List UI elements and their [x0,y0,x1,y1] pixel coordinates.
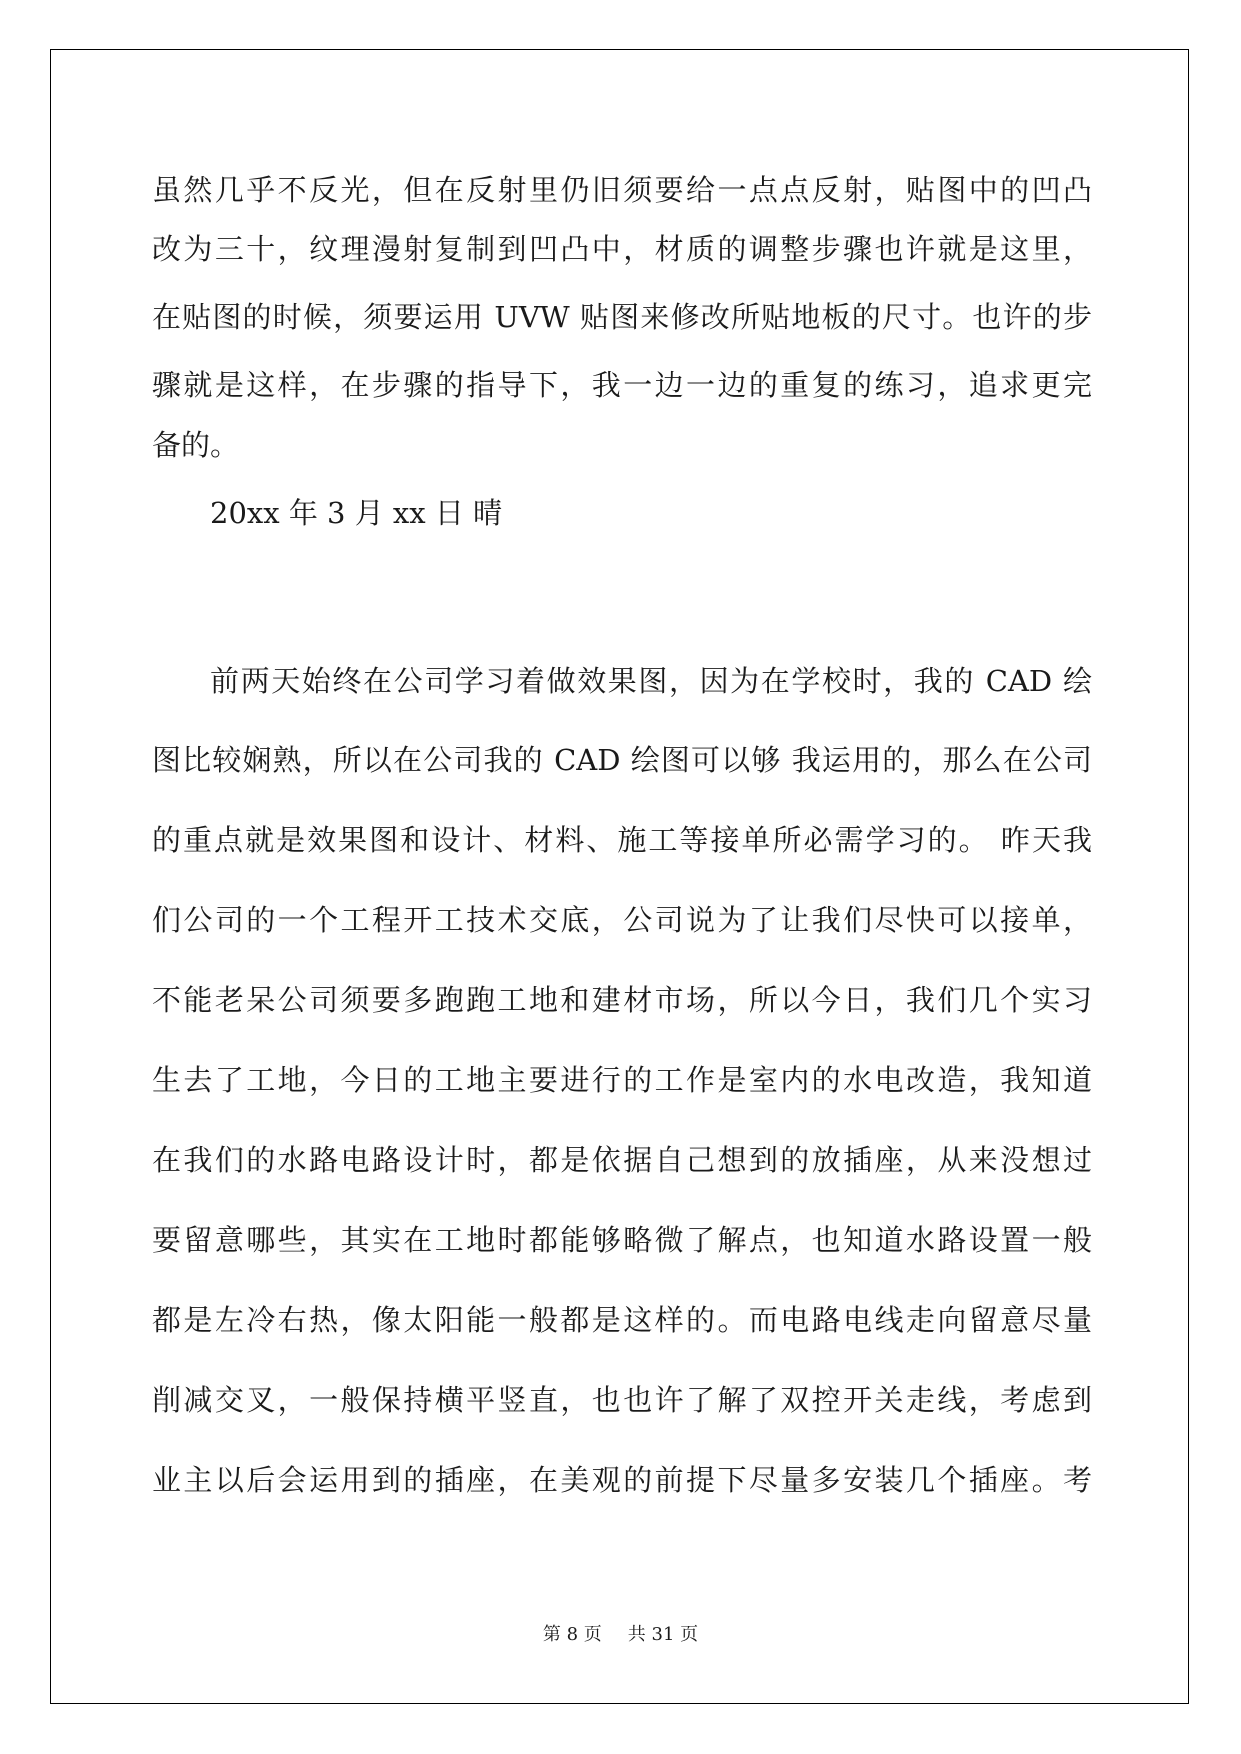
paragraph-line: 们公司的一个工程开工技术交底，公司说为了让我们尽快可以接单， [152,903,1092,937]
page-number: 第 8 页 [542,1624,602,1645]
paragraph-line: 备的。 [152,428,240,462]
paragraph-line: 都是左冷右热，像太阳能一般都是这样的。而电路电线走向留意尽量 [152,1303,1092,1337]
paragraph-line: 不能老呆公司须要多跑跑工地和建材市场，所以今日，我们几个实习 [152,983,1092,1017]
paragraph-line: 骤就是这样，在步骤的指导下，我一边一边的重复的练习，追求更完 [152,368,1092,402]
date-heading: 20xx 年 3 月 xx 日 晴 [210,496,503,530]
paragraph-line: 生去了工地，今日的工地主要进行的工作是室内的水电改造，我知道 [152,1063,1092,1097]
paragraph-line: 削减交叉，一般保持横平竖直，也也许了解了双控开关走线，考虑到 [152,1383,1092,1417]
page-total: 共 31 页 [627,1624,699,1645]
paragraph-line: 图比较娴熟，所以在公司我的 CAD 绘图可以够 我运用的，那么在公司 [152,743,1092,777]
paragraph-line: 业主以后会运用到的插座，在美观的前提下尽量多安装几个插座。考 [152,1463,1092,1497]
paragraph-line: 虽然几乎不反光，但在反射里仍旧须要给一点点反射，贴图中的凹凸 [152,173,1092,207]
paragraph-line: 前两天始终在公司学习着做效果图，因为在学校时，我的 CAD 绘 [210,664,1092,698]
paragraph-line: 在我们的水路电路设计时，都是依据自己想到的放插座，从来没想过 [152,1143,1092,1177]
paragraph-line: 改为三十，纹理漫射复制到凹凸中，材质的调整步骤也许就是这里， [152,232,1092,266]
paragraph-line: 在贴图的时候，须要运用 UVW 贴图来修改所贴地板的尺寸。也许的步 [152,300,1092,334]
paragraph-line: 要留意哪些，其实在工地时都能够略微了解点，也知道水路设置一般 [152,1223,1092,1257]
page-footer [0,1620,1241,1646]
paragraph-line: 的重点就是效果图和设计、材料、施工等接单所必需学习的。 昨天我 [152,823,1092,857]
